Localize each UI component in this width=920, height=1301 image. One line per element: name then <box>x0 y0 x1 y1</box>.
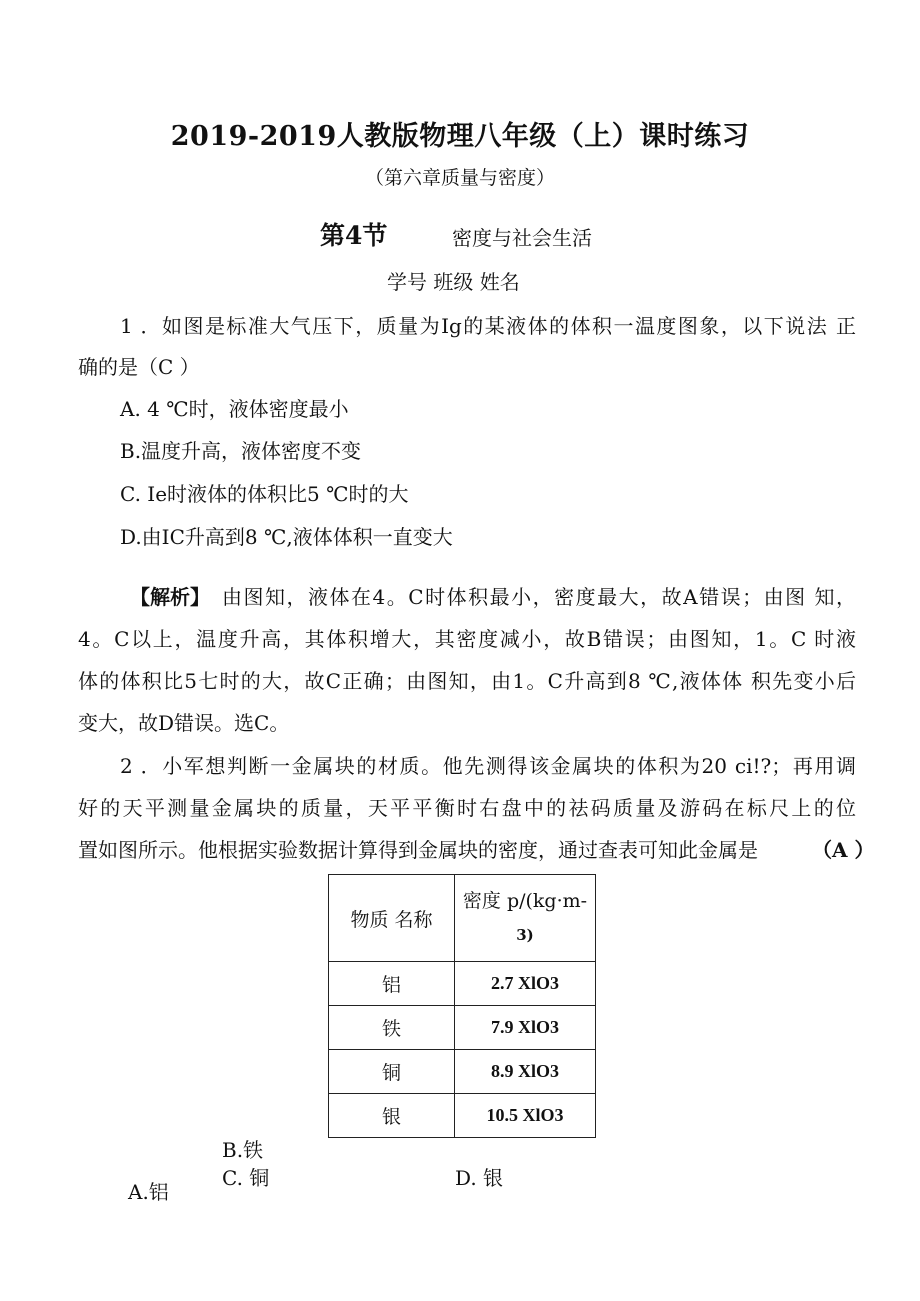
q2-option-a: A.铝 <box>128 1180 169 1204</box>
material-name: 铝 <box>329 962 455 1006</box>
q2-stem-line-2: 好的天平测量金属块的质量，天平平衡时右盘中的祛码质量及游码在标尺上的位 <box>78 796 856 820</box>
q1-option-a: A. 4 ℃时，液体密度最小 <box>120 397 349 421</box>
q2-stem-line-3: 置如图所示。他根据实验数据计算得到金属块的密度，通过查表可知此金属是 <box>78 838 758 862</box>
q1-option-b: B.温度升高，液体密度不变 <box>120 439 362 463</box>
material-name: 铜 <box>329 1050 455 1094</box>
worksheet-title: 2019-2019人教版物理八年级（上）课时练习 <box>170 121 750 152</box>
q1-option-d: D.由IC升高到8 ℃,液体体积一直变大 <box>120 525 453 549</box>
q2-stem-line-1: 2 ．小军想判断一金属块的材质。他先测得该金属块的体积为20 ci!?；再用调 <box>120 754 856 778</box>
table-header-row <box>329 875 596 962</box>
q2-option-b: B.铁 <box>222 1138 264 1162</box>
material-name: 铁 <box>329 1006 455 1050</box>
q1-option-c: C. Ie时液体的体积比5 ℃时的大 <box>120 482 409 506</box>
material-density: 2.7 XlO3 <box>455 962 596 1006</box>
table-header-density <box>455 875 596 962</box>
q2-option-c: C. 铜 <box>222 1166 270 1190</box>
density-header-line-2: 3) <box>516 926 534 944</box>
section-title: 密度与社会生活 <box>452 226 592 250</box>
table-header-material: 物质 名称 <box>329 875 455 962</box>
chapter-subtitle: （第六章质量与密度） <box>364 167 555 189</box>
analysis-line-4: 变大，故D错误。选C。 <box>78 711 290 735</box>
analysis-line-3: 体的体积比5七时的大，故C正确；由图知，由1。C升高到8 ℃,液体体 积先变小后 <box>78 669 856 693</box>
q2-answer: （A ） <box>812 838 875 862</box>
table-row <box>329 962 596 1006</box>
q2-option-d: D. 银 <box>455 1166 504 1190</box>
table-row <box>329 1050 596 1094</box>
density-header-line-1: 密度 p/(kg·m- <box>462 890 588 912</box>
section-number: 第4节 <box>320 221 388 250</box>
material-density: 10.5 XlO3 <box>455 1094 596 1138</box>
analysis-line-1: 由图知，液体在4。C时体积最小，密度最大，故A错误；由图 知， <box>222 585 856 609</box>
q1-stem-line-1: 1 ．如图是标准大气压下，质量为Ig的某液体的体积一温度图象，以下说法 正 <box>120 314 856 338</box>
table-row <box>329 1094 596 1138</box>
material-density: 8.9 XlO3 <box>455 1050 596 1094</box>
density-table <box>328 874 596 1138</box>
material-density: 7.9 XlO3 <box>455 1006 596 1050</box>
material-name: 银 <box>329 1094 455 1138</box>
analysis-line-2: 4。C以上，温度升高，其体积增大，其密度减小，故B错误；由图知，1。C 时液 <box>78 627 856 651</box>
table-row <box>329 1006 596 1050</box>
student-info-fields: 学号 班级 姓名 <box>387 270 520 294</box>
q1-stem-line-2: 确的是（C ） <box>78 355 200 379</box>
analysis-tag: 【解析】 <box>130 585 210 609</box>
